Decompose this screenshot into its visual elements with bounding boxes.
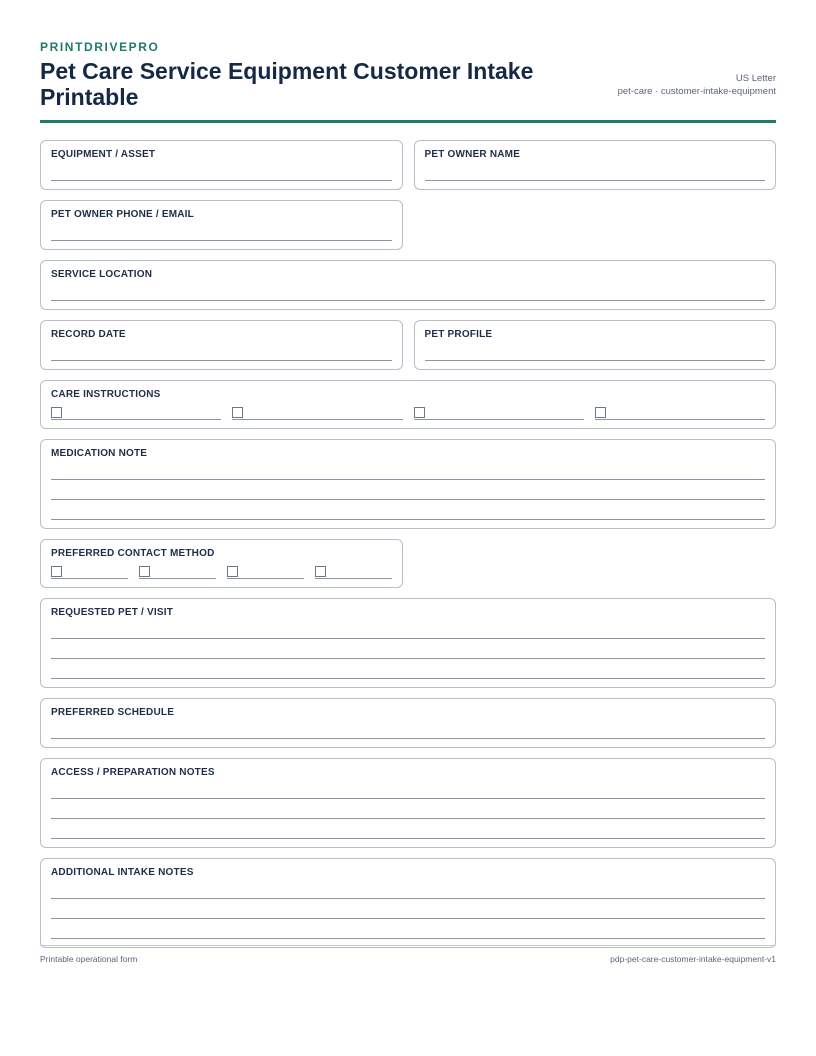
checkbox-option[interactable] — [227, 562, 304, 579]
page-title: Pet Care Service Equipment Customer Intake Printable — [40, 58, 534, 110]
write-line[interactable] — [51, 221, 392, 241]
field-label: REQUESTED PET / VISIT — [51, 607, 173, 618]
write-line[interactable] — [51, 341, 392, 361]
checkbox-icon[interactable] — [51, 407, 62, 418]
write-line[interactable] — [51, 719, 765, 739]
paper-size: US Letter — [735, 73, 776, 84]
footer-left-text: Printable operational form — [40, 954, 138, 964]
checkbox-icon[interactable] — [139, 566, 150, 577]
field-label: RECORD DATE — [51, 329, 126, 340]
field-label: PET OWNER NAME — [424, 149, 521, 160]
intake-form — [40, 140, 776, 948]
brand-name: PRINTDRIVEPRO — [40, 40, 160, 54]
pet-owner-name-field[interactable] — [414, 140, 777, 190]
record-date-field[interactable] — [40, 320, 403, 370]
field-label: ACCESS / PREPARATION NOTES — [51, 767, 215, 778]
header-rule — [40, 120, 776, 123]
field-label: PET OWNER PHONE / EMAIL — [51, 209, 194, 220]
write-line[interactable] — [51, 500, 765, 520]
write-line[interactable] — [51, 480, 765, 500]
checkbox-icon[interactable] — [595, 407, 606, 418]
checkbox-option[interactable] — [51, 403, 221, 420]
pet-owner-contact-field[interactable] — [40, 200, 403, 250]
checkbox-option[interactable] — [414, 403, 584, 420]
write-line[interactable] — [425, 341, 766, 361]
write-line[interactable] — [51, 919, 765, 939]
equipment-asset-field[interactable] — [40, 140, 403, 190]
field-label: PET PROFILE — [424, 329, 493, 340]
medication-note-field[interactable] — [40, 439, 776, 529]
checkbox-icon[interactable] — [315, 566, 326, 577]
additional-intake-notes-field[interactable] — [40, 858, 776, 948]
pet-profile-field[interactable] — [414, 320, 777, 370]
field-label: ADDITIONAL INTAKE NOTES — [51, 867, 194, 878]
service-location-field[interactable] — [40, 260, 776, 310]
preferred-contact-method-field — [40, 539, 403, 588]
preferred-schedule-field[interactable] — [40, 698, 776, 748]
checkbox-option[interactable] — [232, 403, 402, 420]
field-label: PREFERRED CONTACT METHOD — [51, 548, 215, 559]
write-line[interactable] — [51, 659, 765, 679]
field-label: CARE INSTRUCTIONS — [51, 389, 161, 400]
requested-pet-visit-field[interactable] — [40, 598, 776, 688]
page-footer — [40, 945, 776, 964]
field-label: SERVICE LOCATION — [51, 269, 153, 280]
footer-form-id: pdp-pet-care-customer-intake-equipment-v1 — [610, 954, 776, 964]
checkbox-icon[interactable] — [51, 566, 62, 577]
write-line[interactable] — [51, 899, 765, 919]
field-label: EQUIPMENT / ASSET — [51, 149, 156, 160]
care-instructions-field — [40, 380, 776, 429]
write-line[interactable] — [51, 819, 765, 839]
write-line[interactable] — [51, 799, 765, 819]
checkbox-option[interactable] — [139, 562, 216, 579]
checkbox-icon[interactable] — [227, 566, 238, 577]
write-line[interactable] — [51, 619, 765, 639]
checkbox-icon[interactable] — [232, 407, 243, 418]
checkbox-icon[interactable] — [414, 407, 425, 418]
write-line[interactable] — [51, 879, 765, 899]
page-header — [40, 58, 776, 110]
checkbox-option[interactable] — [51, 562, 128, 579]
write-line[interactable] — [51, 161, 392, 181]
write-line[interactable] — [51, 779, 765, 799]
write-line[interactable] — [425, 161, 766, 181]
form-category: pet-care · customer-intake-equipment — [617, 86, 776, 97]
checkbox-option[interactable] — [595, 403, 765, 420]
write-line[interactable] — [51, 639, 765, 659]
form-page — [40, 40, 776, 958]
page-meta — [618, 72, 776, 110]
write-line[interactable] — [51, 281, 765, 301]
field-label: PREFERRED SCHEDULE — [51, 707, 175, 718]
field-label: MEDICATION NOTE — [51, 448, 148, 459]
checkbox-option[interactable] — [315, 562, 392, 579]
access-preparation-notes-field[interactable] — [40, 758, 776, 848]
write-line[interactable] — [51, 460, 765, 480]
